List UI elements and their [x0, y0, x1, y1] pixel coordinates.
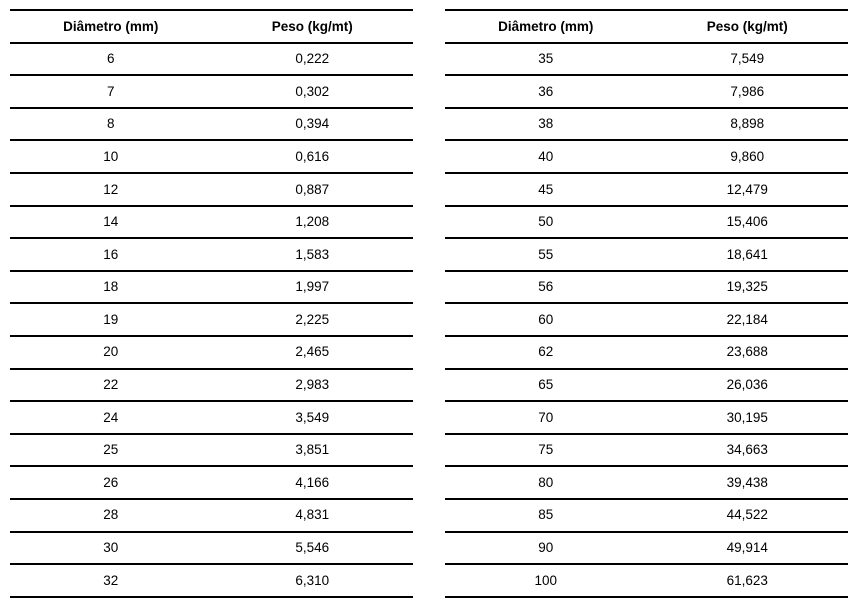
- weight-cell: 1,583: [212, 238, 414, 271]
- weight-cell: 22,184: [647, 303, 849, 336]
- weight-cell: 0,616: [212, 140, 414, 173]
- table-row: [10, 401, 413, 434]
- diameter-cell: 56: [445, 271, 647, 304]
- diameter-cell: 55: [445, 238, 647, 271]
- table-row: [445, 108, 848, 141]
- weight-cell: 1,997: [212, 271, 414, 304]
- diameter-cell: 14: [10, 206, 212, 239]
- table-row: [10, 75, 413, 108]
- weight-cell: 7,549: [647, 43, 849, 76]
- table-row: [445, 43, 848, 76]
- weight-cell: 30,195: [647, 401, 849, 434]
- table-row: [10, 43, 413, 76]
- table-row: [445, 369, 848, 402]
- weight-cell: 15,406: [647, 206, 849, 239]
- diameter-cell: 7: [10, 75, 212, 108]
- header-row: [10, 10, 413, 43]
- table-row: [10, 238, 413, 271]
- diameter-cell: 8: [10, 108, 212, 141]
- table-row: [445, 238, 848, 271]
- diameter-cell: 80: [445, 466, 647, 499]
- table-row: [445, 401, 848, 434]
- table-row: [10, 108, 413, 141]
- weight-cell: 7,986: [647, 75, 849, 108]
- table-row: [445, 564, 848, 597]
- weight-cell: 9,860: [647, 140, 849, 173]
- table-row: [445, 206, 848, 239]
- diameter-cell: 75: [445, 434, 647, 467]
- diameter-weight-table-right: [445, 9, 848, 598]
- diameter-cell: 38: [445, 108, 647, 141]
- weight-cell: 19,325: [647, 271, 849, 304]
- table-row: [10, 434, 413, 467]
- weight-cell: 0,222: [212, 43, 414, 76]
- table-row: [10, 271, 413, 304]
- table-row: [445, 434, 848, 467]
- diameter-cell: 45: [445, 173, 647, 206]
- diameter-cell: 19: [10, 303, 212, 336]
- weight-cell: 2,225: [212, 303, 414, 336]
- weight-column-header: Peso (kg/mt): [647, 10, 849, 43]
- weight-cell: 61,623: [647, 564, 849, 597]
- weight-cell: 3,549: [212, 401, 414, 434]
- weight-cell: 26,036: [647, 369, 849, 402]
- table-row: [10, 466, 413, 499]
- weight-cell: 49,914: [647, 532, 849, 565]
- diameter-cell: 90: [445, 532, 647, 565]
- weight-column-header: Peso (kg/mt): [212, 10, 414, 43]
- diameter-cell: 85: [445, 499, 647, 532]
- weight-cell: 3,851: [212, 434, 414, 467]
- diameter-cell: 100: [445, 564, 647, 597]
- table-row: [10, 369, 413, 402]
- diameter-cell: 26: [10, 466, 212, 499]
- table-row: [445, 173, 848, 206]
- diameter-column-header: Diâmetro (mm): [10, 10, 212, 43]
- table-row: [445, 499, 848, 532]
- weight-cell: 44,522: [647, 499, 849, 532]
- diameter-cell: 10: [10, 140, 212, 173]
- table-row: [445, 336, 848, 369]
- table-row: [10, 173, 413, 206]
- diameter-cell: 70: [445, 401, 647, 434]
- weight-cell: 6,310: [212, 564, 414, 597]
- weight-cell: 23,688: [647, 336, 849, 369]
- diameter-cell: 28: [10, 499, 212, 532]
- diameter-cell: 12: [10, 173, 212, 206]
- diameter-cell: 65: [445, 369, 647, 402]
- weight-cell: 4,166: [212, 466, 414, 499]
- table-row: [10, 564, 413, 597]
- weight-cell: 12,479: [647, 173, 849, 206]
- diameter-cell: 62: [445, 336, 647, 369]
- diameter-cell: 35: [445, 43, 647, 76]
- diameter-weight-table-left: [10, 9, 413, 598]
- table-row: [10, 532, 413, 565]
- weight-cell: 4,831: [212, 499, 414, 532]
- diameter-cell: 24: [10, 401, 212, 434]
- diameter-cell: 36: [445, 75, 647, 108]
- weight-cell: 18,641: [647, 238, 849, 271]
- table-row: [445, 75, 848, 108]
- diameter-cell: 16: [10, 238, 212, 271]
- weight-cell: 8,898: [647, 108, 849, 141]
- diameter-column-header: Diâmetro (mm): [445, 10, 647, 43]
- weight-cell: 39,438: [647, 466, 849, 499]
- table-row: [445, 271, 848, 304]
- table-row: [445, 140, 848, 173]
- weight-cell: 34,663: [647, 434, 849, 467]
- weight-cell: 5,546: [212, 532, 414, 565]
- diameter-cell: 30: [10, 532, 212, 565]
- header-row: [445, 10, 848, 43]
- weight-cell: 2,983: [212, 369, 414, 402]
- table-row: [445, 532, 848, 565]
- weight-cell: 0,394: [212, 108, 414, 141]
- diameter-cell: 50: [445, 206, 647, 239]
- table-row: [10, 206, 413, 239]
- table-row: [445, 303, 848, 336]
- diameter-cell: 20: [10, 336, 212, 369]
- diameter-cell: 18: [10, 271, 212, 304]
- diameter-cell: 22: [10, 369, 212, 402]
- table-row: [10, 140, 413, 173]
- weight-cell: 0,302: [212, 75, 414, 108]
- table-row: [10, 336, 413, 369]
- table-row: [445, 466, 848, 499]
- diameter-cell: 60: [445, 303, 647, 336]
- diameter-cell: 40: [445, 140, 647, 173]
- table-row: [10, 303, 413, 336]
- diameter-cell: 25: [10, 434, 212, 467]
- diameter-cell: 6: [10, 43, 212, 76]
- table-row: [10, 499, 413, 532]
- weight-cell: 0,887: [212, 173, 414, 206]
- diameter-cell: 32: [10, 564, 212, 597]
- weight-cell: 2,465: [212, 336, 414, 369]
- weight-cell: 1,208: [212, 206, 414, 239]
